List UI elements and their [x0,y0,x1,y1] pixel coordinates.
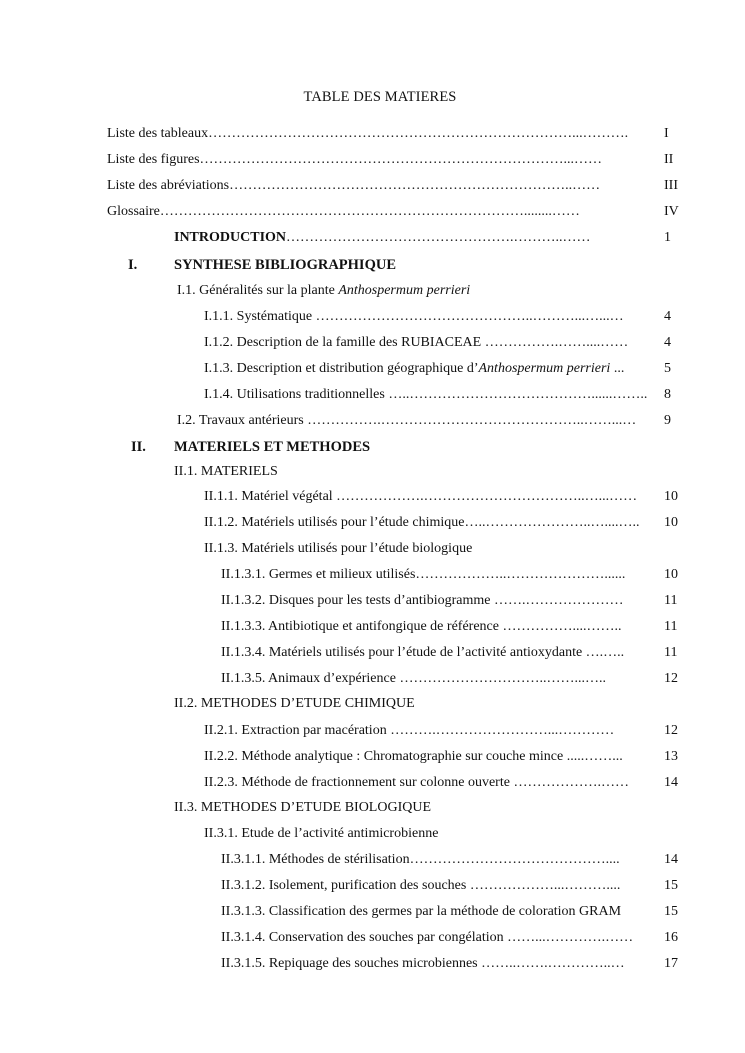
toc-entry[interactable] [177,411,655,431]
toc-page-number: 11 [664,593,678,608]
toc-entry-label: II.1.3. Matériels utilisés pour l’étude biologique [204,541,473,556]
leader-dots: …………….……....…… [484,335,629,350]
toc-page-number: 15 [664,878,678,893]
toc-entry[interactable] [204,307,655,327]
toc-section-heading[interactable]: II.2. METHODES D’ETUDE CHIMIQUE [174,696,415,711]
leader-dots: ……….……………………...………… [390,723,615,738]
toc-section-heading[interactable]: II.1. MATERIELS [174,464,278,479]
toc-entry-label: Liste des figures [107,152,200,167]
toc-entry-label: II.1.1. Matériel végétal [204,489,337,504]
leader-dots: …………….……………………………………..……...… [307,413,637,428]
toc-entry-label: II.2.3. Méthode de fractionnement sur colonne ouverte [204,775,514,790]
toc-entry-label: I.1.4. Utilisations traditionnelles [204,387,389,402]
toc-page-number: 12 [664,723,678,738]
toc-entry-label: Liste des abréviations [107,178,230,193]
leader-dots: …………………………………….... [409,852,620,867]
toc-entry[interactable] [204,487,655,507]
toc-entry-glossaire[interactable] [107,202,655,222]
toc-section-heading[interactable]: II.3. METHODES D’ETUDE BIOLOGIQUE [174,800,432,815]
toc-entry-label: II.2.2. Méthode analytique : Chromatographie sur couche mince [204,749,567,764]
toc-page-number: 11 [664,645,678,660]
toc-page-number: 10 [664,489,678,504]
leader-dots: …….………………… [493,593,624,608]
leader-dots: ……...………….…… [507,930,634,945]
toc-entry[interactable] [221,902,655,922]
toc-entry-label: II.3.1.3. Classification des germes par la méthode de coloration GRAM [221,904,622,919]
toc-entry-label: I.1.3. Description et distribution géographique d’ [204,361,479,376]
toc-entry[interactable] [204,513,655,533]
toc-entry[interactable] [221,928,655,948]
toc-page-number: 5 [664,361,671,376]
toc-entry-label: II.1.3.3. Antibiotique et antifongique de référence [221,619,503,634]
leader-dots: ………………………………………….………..…… [286,230,591,245]
leader-dots: …………………………..……...….. [399,671,606,686]
toc-page-number: 11 [664,619,678,634]
leader-dots: ……………………………………………………………………...…… [199,152,603,167]
toc-page-number: 15 [664,904,678,919]
toc-entry[interactable] [221,850,655,870]
leader-dots: ….….. [585,645,625,660]
leader-dots: …..…………………..…....….. [464,515,640,530]
leader-dots: ... [610,361,625,376]
toc-title: TABLE DES MATIERES [303,89,457,105]
toc-entry-label: I.1.2. Description de la famille des RUBIACEAE [204,335,485,350]
toc-entry[interactable] [204,359,655,379]
toc-entry[interactable] [204,773,655,793]
toc-page-number: 10 [664,515,678,530]
toc-page-number: III [664,178,678,193]
toc-page-number: 4 [664,335,671,350]
toc-entry-label: II.1.3.2. Disques pour les tests d’antibiogramme [221,593,494,608]
toc-entry-label: I.1.1. Systématique [204,309,316,324]
leader-dots: ……..…….…………..… [481,956,625,971]
toc-entry-label: II.3.1.5. Repiquage des souches microbiennes [221,956,482,971]
leader-dots: …..…………………………………......…….. [388,387,648,402]
leader-dots: ……………………………………………………………………...………. [208,126,629,141]
toc-entry[interactable] [204,385,655,405]
leader-dots: ……………………………………………………………………........…… [159,204,580,219]
leader-dots: .....……... [566,749,623,764]
toc-entry[interactable] [221,591,655,611]
toc-entry-label: INTRODUCTION [174,230,287,245]
toc-entry-label: II.3.1.1. Méthodes de stérilisation [221,852,410,867]
toc-entry-liste-tableaux[interactable] [107,124,655,144]
toc-entry[interactable] [221,669,655,689]
toc-entry-liste-abreviations[interactable] [107,176,655,196]
section-label: I.1. Généralités sur la plante [177,283,339,298]
toc-entry[interactable] [221,565,655,585]
toc-entry-label: II.1.2. Matériels utilisés pour l’étude chimique [204,515,465,530]
toc-page-number: 16 [664,930,678,945]
toc-entry[interactable] [221,954,655,974]
toc-page-number: 1 [664,230,671,245]
toc-page-number: 14 [664,775,678,790]
species-name: Anthospermum perrieri [478,361,611,376]
toc-page-number: 8 [664,387,671,402]
toc-entry[interactable] [221,643,655,663]
leader-dots: ………………...……….... [469,878,621,893]
toc-page-number: II [664,152,674,167]
toc-entry[interactable] [204,539,655,559]
toc-entry-label: II.1.3.4. Matériels utilisés pour l’étude de l’activité antioxydante [221,645,586,660]
leader-dots: ……………….…… [513,775,629,790]
toc-entry-label: II.3.1.2. Isolement, purification des souches [221,878,470,893]
toc-entry-label: II.2.1. Extraction par macération [204,723,391,738]
part-numeral: II. [131,439,146,455]
part-numeral: I. [128,257,138,273]
leader-dots: ………………..…………………...... [415,567,626,582]
toc-entry-label: II.1.3.1. Germes et milieux utilisés [221,567,416,582]
toc-section-heading[interactable] [177,281,470,301]
toc-entry[interactable] [204,721,655,741]
toc-entry[interactable] [204,747,655,767]
leader-dots: ………………………………………………………………..…… [229,178,601,193]
toc-page-number: 12 [664,671,678,686]
toc-entry[interactable] [204,333,655,353]
toc-entry-label: II.3.1.4. Conservation des souches par congélation [221,930,508,945]
toc-entry-label: Glossaire [107,204,160,219]
leader-dots: ……………....…….. [502,619,622,634]
toc-page-number: 10 [664,567,678,582]
toc-part-heading[interactable]: SYNTHESE BIBLIOGRAPHIQUE [174,257,396,273]
species-name: Anthospermum perrieri [338,283,471,298]
toc-entry-label: Liste des tableaux [107,126,209,141]
toc-page-number: 9 [664,413,671,428]
toc-entry-label: II.1.3.5. Animaux d’expérience [221,671,400,686]
toc-page-number: 14 [664,852,678,867]
toc-page-number: I [664,126,669,141]
toc-page-number: 13 [664,749,678,764]
toc-page-number: 4 [664,309,671,324]
leader-dots: ……………….……………………………..…...…… [336,489,638,504]
toc-entry-label: I.2. Travaux antérieurs [177,413,308,428]
toc-entry[interactable] [221,617,655,637]
toc-part-heading[interactable]: MATERIELS ET METHODES [174,439,371,455]
toc-entry[interactable] [221,876,655,896]
toc-page-number: IV [664,204,679,219]
leader-dots: ………………………………………..………...…...… [315,309,624,324]
toc-entry-introduction[interactable] [174,228,655,248]
toc-entry-liste-figures[interactable] [107,150,655,170]
toc-page-number: 17 [664,956,678,971]
toc-subsection-heading[interactable]: II.3.1. Etude de l’activité antimicrobienne [204,826,439,841]
